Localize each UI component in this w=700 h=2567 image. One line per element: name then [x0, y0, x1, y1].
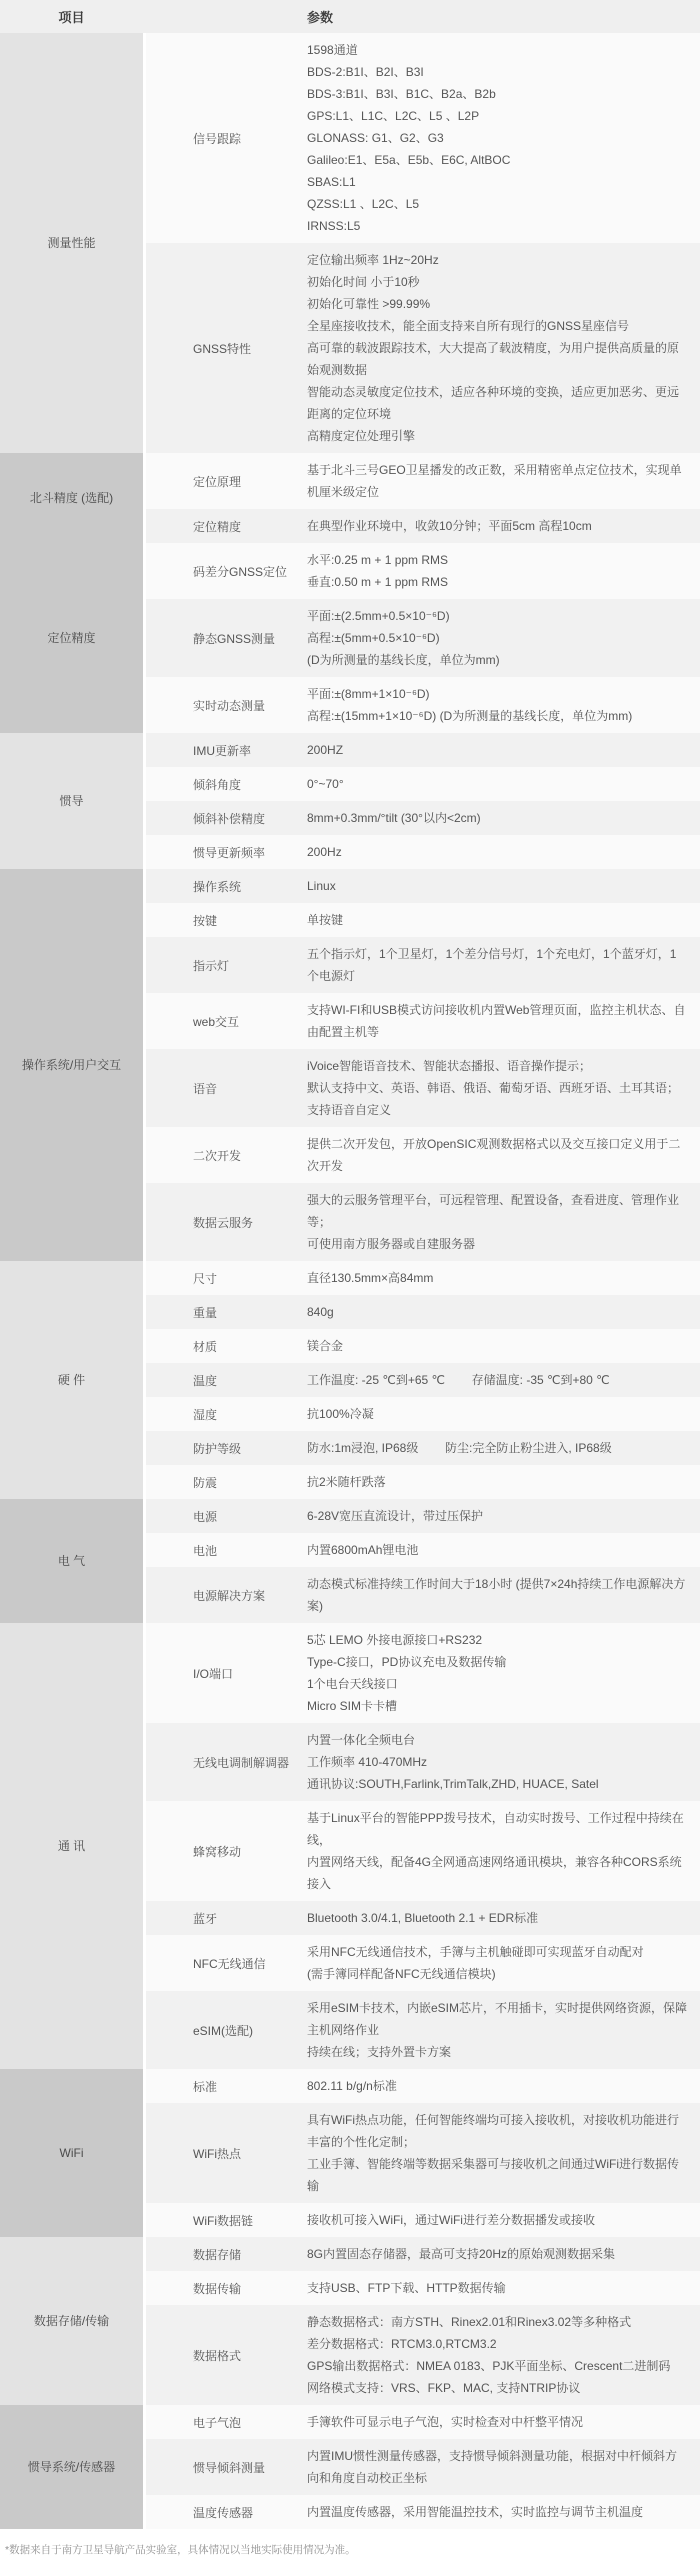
param-value	[307, 453, 700, 509]
category-cell: 北斗精度 (选配)	[0, 453, 143, 543]
spec-section-7	[0, 1499, 700, 1623]
spec-row	[146, 599, 700, 677]
spec-row	[146, 2305, 700, 2405]
param-value-line: 6-28V宽压直流设计，带过压保护	[307, 1509, 484, 1523]
section-rows	[146, 2405, 700, 2529]
spec-row	[146, 677, 700, 733]
param-value	[307, 903, 700, 937]
spec-row	[146, 1127, 700, 1183]
param-value-line: 动态模式标准持续工作时间大于18小时 (提供7×24h持续工作电源解决方案)	[307, 1577, 686, 1613]
spec-row	[146, 1431, 700, 1465]
section-rows	[146, 869, 700, 1261]
spec-table-body	[0, 33, 700, 2529]
spec-row	[146, 937, 700, 993]
param-value-line: 强大的云服务管理平台，可远程管理、配置设备，查看进度、管理作业等；	[307, 1193, 680, 1229]
spec-row	[146, 33, 700, 243]
param-name: web交互	[193, 1014, 240, 1029]
param-value-line: (D为所测量的基线长度，单位为mm)	[307, 653, 500, 667]
param-value-line: 内置6800mAh锂电池	[307, 1543, 419, 1557]
param-value	[307, 33, 700, 243]
param-value	[307, 2069, 700, 2103]
spec-row	[146, 2405, 700, 2439]
param-value	[307, 869, 700, 903]
param-value-line: 直径130.5mm×高84mm	[307, 1271, 434, 1285]
spec-row	[146, 453, 700, 509]
param-name: 温度传感器	[193, 2505, 254, 2520]
param-name: 电源解决方案	[193, 1588, 266, 1603]
spec-row	[146, 1533, 700, 1567]
param-value	[307, 2495, 700, 2529]
param-value-line: GPS输出数据格式：NMEA 0183、PJK平面坐标、Crescent二进制码	[307, 2359, 671, 2373]
param-value-line: BDS-3:B1I、B3I、B1C、B2a、B2b	[307, 87, 496, 101]
param-value	[307, 801, 700, 835]
param-value	[307, 2439, 700, 2495]
section-rows	[146, 1261, 700, 1499]
section-rows	[146, 1499, 700, 1623]
spec-section-8	[0, 1623, 700, 2069]
param-value-line: 840g	[307, 1305, 334, 1319]
spec-row	[146, 2203, 700, 2237]
param-value-line: 通讯协议:SOUTH,Farlink,TrimTalk,ZHD, HUACE, Satel	[307, 1777, 599, 1791]
param-name: 操作系统	[193, 879, 242, 894]
param-value-line: 单按键	[307, 913, 344, 927]
spec-row	[146, 1183, 700, 1261]
spec-row	[146, 2439, 700, 2495]
param-value-line: GPS:L1、L1C、L2C、L5 、L2P	[307, 109, 480, 123]
param-value-line: 200Hz	[307, 845, 342, 859]
param-value-line: GLONASS: G1、G2、G3	[307, 131, 444, 145]
param-value-line: 0°~70°	[307, 777, 344, 791]
spec-section-4	[0, 733, 700, 869]
param-value-line: 水平:0.25 m + 1 ppm RMS	[307, 553, 449, 567]
param-value-line: 定位输出频率 1Hz~20Hz	[307, 253, 439, 267]
param-name: 电池	[193, 1543, 218, 1558]
category-cell: WiFi	[0, 2069, 143, 2237]
spec-section-5	[0, 869, 700, 1261]
param-value-line: 200HZ	[307, 743, 344, 757]
section-rows	[146, 733, 700, 869]
param-value-line: 智能动态灵敏度定位技术，适应各种环境的变换，适应更加恶劣、更远距离的定位环境	[307, 385, 680, 421]
section-rows	[146, 2069, 700, 2237]
param-value-line: 采用NFC无线通信技术，手簿与主机触碰即可实现蓝牙自动配对	[307, 1945, 644, 1959]
param-value-line: 8G内置固态存储器，最高可支持20Hz的原始观测数据采集	[307, 2247, 616, 2261]
spec-row	[146, 993, 700, 1049]
param-value	[307, 1329, 700, 1363]
param-value	[307, 993, 700, 1049]
param-value	[307, 1991, 700, 2069]
spec-row	[146, 1329, 700, 1363]
spec-row	[146, 1295, 700, 1329]
spec-row	[146, 1801, 700, 1901]
param-value-line: Linux	[307, 879, 336, 893]
spec-row	[146, 733, 700, 767]
spec-section-2	[0, 453, 700, 543]
param-value	[307, 1127, 700, 1183]
param-value-line: 基于北斗三号GEO卫星播发的改正数，采用精密单点定位技术，实现单机厘米级定位	[307, 463, 682, 499]
category-cell: 通 讯	[0, 1623, 143, 2069]
category-cell: 定位精度	[0, 543, 143, 733]
param-value-line: 网络模式支持：VRS、FKP、MAC, 支持NTRIP协议	[307, 2381, 581, 2395]
param-value	[307, 1261, 700, 1295]
param-value	[307, 835, 700, 869]
param-value-line: (需手簿同样配备NFC无线通信模块)	[307, 1967, 496, 1981]
param-value	[307, 1533, 700, 1567]
param-value	[307, 1295, 700, 1329]
section-rows	[146, 33, 700, 453]
param-value	[307, 733, 700, 767]
param-name: 倾斜补偿精度	[193, 811, 266, 826]
param-value-line: 支持USB、FTP下载、HTTP数据传输	[307, 2281, 506, 2295]
param-value-line: 初始化可靠性 >99.99%	[307, 297, 431, 311]
param-value-line: SBAS:L1	[307, 175, 356, 189]
spec-row	[146, 243, 700, 453]
param-value-line: 高程:±(15mm+1×10⁻⁶D) (D为所测量的基线长度，单位为mm)	[307, 709, 633, 723]
param-name: 数据格式	[193, 2348, 242, 2363]
param-name: WiFi热点	[193, 2146, 241, 2161]
spec-section-3	[0, 543, 700, 733]
param-name: 数据云服务	[193, 1215, 254, 1230]
param-name: 倾斜角度	[193, 777, 242, 792]
param-value-line: 高程:±(5mm+0.5×10⁻⁶D)	[307, 631, 440, 645]
param-value-line: iVoice智能语音技术、智能状态播报、语音操作提示；	[307, 1059, 592, 1073]
param-value-line: 抗100%冷凝	[307, 1407, 374, 1421]
param-name: 防护等级	[193, 1441, 242, 1456]
param-value-line: 高精度定位处理引擎	[307, 429, 416, 443]
spec-row	[146, 1397, 700, 1431]
param-value-line: 镁合金	[307, 1339, 344, 1353]
param-value-line: BDS-2:B1I、B2I、B3I	[307, 65, 424, 79]
param-name: GNSS特性	[193, 341, 252, 356]
param-value-line: Bluetooth 3.0/4.1, Bluetooth 2.1 + EDR标准	[307, 1911, 539, 1925]
spec-row	[146, 835, 700, 869]
param-value	[307, 2405, 700, 2439]
param-name: 标准	[193, 2079, 218, 2094]
spec-row	[146, 869, 700, 903]
param-value-line: 高可靠的载波跟踪技术，大大提高了载波精度，为用户提供高质量的原始观测数据	[307, 341, 680, 377]
param-name: 惯导倾斜测量	[193, 2460, 266, 2475]
category-cell: 电 气	[0, 1499, 143, 1623]
param-value-line: 具有WiFi热点功能，任何智能终端均可接入接收机，对接收机功能进行丰富的个性化定制；	[307, 2113, 679, 2149]
param-value	[307, 1935, 700, 1991]
param-value-line: 工作温度: -25 ℃到+65 ℃ 存储温度: -35 ℃到+80 ℃	[307, 1373, 610, 1387]
spec-row	[146, 2069, 700, 2103]
section-rows	[146, 543, 700, 733]
param-value-line: 垂直:0.50 m + 1 ppm RMS	[307, 575, 449, 589]
param-name: 温度	[193, 1373, 218, 1388]
param-value	[307, 2305, 700, 2405]
spec-row	[146, 1723, 700, 1801]
param-name: 按键	[193, 913, 218, 928]
param-name: 信号跟踪	[193, 131, 242, 146]
spec-row	[146, 1049, 700, 1127]
spec-row	[146, 2237, 700, 2271]
spec-row	[146, 1991, 700, 2069]
param-value-line: Micro SIM卡卡槽	[307, 1699, 398, 1713]
param-value	[307, 1049, 700, 1127]
param-value-line: 差分数据格式：RTCM3.0,RTCM3.2	[307, 2337, 497, 2351]
param-value-line: 默认支持中文、英语、韩语、俄语、葡萄牙语、西班牙语、土耳其语；支持语音自定义	[307, 1081, 680, 1117]
param-value	[307, 677, 700, 733]
param-value	[307, 509, 700, 543]
section-rows	[146, 453, 700, 543]
spec-row	[146, 1261, 700, 1295]
param-value	[307, 2103, 700, 2203]
param-name: 蜂窝移动	[193, 1844, 242, 1859]
spec-row	[146, 767, 700, 801]
param-value	[307, 2203, 700, 2237]
param-name: 尺寸	[193, 1271, 218, 1286]
param-value-line: 采用eSIM卡技术，内嵌eSIM芯片，不用插卡，实时提供网络资源，保障主机网络作业	[307, 2001, 688, 2037]
param-name: eSIM(选配)	[193, 2023, 254, 2038]
param-name: 数据传输	[193, 2281, 242, 2296]
spec-row	[146, 1567, 700, 1623]
param-value-line: 全星座接收技术，能全面支持来自所有现行的GNSS星座信号	[307, 319, 630, 333]
param-value-line: 可使用南方服务器或自建服务器	[307, 1237, 476, 1251]
param-value-line: 手簿软件可显示电子气泡，实时检查对中杆整平情况	[307, 2415, 584, 2429]
param-value-line: 静态数据格式：南方STH、Rinex2.01和Rinex3.02等多种格式	[307, 2315, 632, 2329]
table-header	[0, 0, 700, 33]
param-value-line: 内置网络天线，配备4G全网通高速网络通讯模块，兼容各种CORS系统接入	[307, 1855, 682, 1891]
param-value	[307, 1801, 700, 1901]
param-name: 实时动态测量	[193, 698, 266, 713]
param-value	[307, 1431, 700, 1465]
category-cell: 数据存储/传输	[0, 2237, 143, 2405]
spec-section-10	[0, 2237, 700, 2405]
param-value-line: 工作频率 410-470MHz	[307, 1755, 428, 1769]
param-value	[307, 2271, 700, 2305]
param-value	[307, 1499, 700, 1533]
param-name: 湿度	[193, 1407, 218, 1422]
spec-row	[146, 1465, 700, 1499]
param-value-line: 5芯 LEMO 外接电源接口+RS232	[307, 1633, 483, 1647]
category-cell: 惯导	[0, 733, 143, 869]
spec-row	[146, 1623, 700, 1723]
param-name: 码差分GNSS定位	[193, 564, 288, 579]
param-value-line: 平面:±(8mm+1×10⁻⁶D)	[307, 687, 430, 701]
param-value	[307, 1723, 700, 1801]
param-value	[307, 1465, 700, 1499]
param-name: 定位精度	[193, 519, 242, 534]
category-cell: 硬 件	[0, 1261, 143, 1499]
param-name: 无线电调制解调器	[193, 1755, 290, 1770]
param-value-line: 工业手簿、智能终端等数据采集器可与接收机之间通过WiFi进行数据传输	[307, 2157, 679, 2193]
footnote: *数据来自于南方卫星导航产品实验室，具体情况以当地实际使用情况为准。	[5, 2544, 356, 2556]
param-value-line: 平面:±(2.5mm+0.5×10⁻⁶D)	[307, 609, 450, 623]
param-value-line: 内置温度传感器，采用智能温控技术，实时监控与调节主机温度	[307, 2505, 644, 2519]
spec-row	[146, 903, 700, 937]
param-value	[307, 1623, 700, 1723]
param-value-line: 防水:1m浸泡, IP68级 防尘:完全防止粉尘进入, IP68级	[307, 1441, 612, 1455]
spec-row	[146, 509, 700, 543]
section-rows	[146, 1623, 700, 2069]
param-name: 语音	[193, 1081, 218, 1096]
param-value-line: 在典型作业环境中，收敛10分钟；平面5cm 高程10cm	[307, 519, 592, 533]
param-value	[307, 543, 700, 599]
param-name: 二次开发	[193, 1148, 242, 1163]
spec-section-6	[0, 1261, 700, 1499]
param-value-line: 8mm+0.3mm/°tilt (30°以内<2cm)	[307, 811, 481, 825]
param-name: IMU更新率	[193, 743, 251, 758]
param-name: 定位原理	[193, 474, 242, 489]
spec-row	[146, 1499, 700, 1533]
param-name: 静态GNSS测量	[193, 631, 276, 646]
spec-section-1	[0, 33, 700, 453]
param-value-line: 提供二次开发包，开放OpenSIC观测数据格式以及交互接口定义用于二次开发	[307, 1137, 681, 1173]
param-value	[307, 2237, 700, 2271]
param-name: 指示灯	[193, 958, 230, 973]
param-name: WiFi数据链	[193, 2213, 253, 2228]
spec-section-11	[0, 2405, 700, 2529]
param-value	[307, 767, 700, 801]
param-name: 数据存储	[193, 2247, 242, 2262]
param-value-line: 基于Linux平台的智能PPP拨号技术，自动实时拨号、工作过程中持续在线，	[307, 1811, 684, 1847]
header-param-column: 参数	[307, 10, 334, 25]
param-value	[307, 1901, 700, 1935]
spec-row	[146, 1935, 700, 1991]
param-value	[307, 243, 700, 453]
param-value-line: 802.11 b/g/n标准	[307, 2079, 397, 2093]
param-value-line: 五个指示灯，1个卫星灯，1个差分信号灯，1个充电灯，1个蓝牙灯，1个电源灯	[307, 947, 677, 983]
spec-row	[146, 2271, 700, 2305]
section-rows	[146, 2237, 700, 2405]
param-value-line: 支持WI-FI和USB模式访问接收机内置Web管理页面，监控主机状态、自由配置主机等	[307, 1003, 686, 1039]
param-value-line: IRNSS:L5	[307, 219, 361, 233]
spec-section-9	[0, 2069, 700, 2237]
param-value-line: 持续在线；支持外置卡方案	[307, 2045, 452, 2059]
param-name: NFC无线通信	[193, 1956, 266, 1971]
param-name: 惯导更新频率	[193, 845, 266, 860]
param-value-line: Galileo:E1、E5a、E5b、E6C, AltBOC	[307, 153, 511, 167]
spec-row	[146, 801, 700, 835]
param-value-line: 内置一体化全频电台	[307, 1733, 416, 1747]
spec-row	[146, 2495, 700, 2529]
param-name: I/O端口	[193, 1666, 234, 1681]
spec-row	[146, 2103, 700, 2203]
category-cell: 测量性能	[0, 33, 143, 453]
param-value-line: 抗2米随杆跌落	[307, 1475, 386, 1489]
param-value-line: 1598通道	[307, 43, 358, 57]
category-cell: 操作系统/用户交互	[0, 869, 143, 1261]
category-cell: 惯导系统/传感器	[0, 2405, 143, 2529]
param-value	[307, 937, 700, 993]
param-value-line: 接收机可接入WiFi，通过WiFi进行差分数据播发或接收	[307, 2213, 595, 2227]
param-name: 防震	[193, 1475, 218, 1490]
spec-row	[146, 1901, 700, 1935]
param-name: 电子气泡	[193, 2415, 242, 2430]
param-value	[307, 1363, 700, 1397]
param-value	[307, 1567, 700, 1623]
param-value-line: 1个电台天线接口	[307, 1677, 398, 1691]
param-name: 电源	[193, 1509, 218, 1524]
header-item-column: 项目	[58, 10, 85, 25]
param-value	[307, 1183, 700, 1261]
param-value-line: Type-C接口，PD协议充电及数据传输	[307, 1655, 507, 1669]
param-name: 材质	[193, 1339, 218, 1354]
spec-row	[146, 543, 700, 599]
param-name: 蓝牙	[193, 1911, 218, 1926]
param-value-line: 初始化时间 小于10秒	[307, 275, 420, 289]
param-value-line: 内置IMU惯性测量传感器，支持惯导倾斜测量功能，根据对中杆倾斜方向和角度自动校正坐标	[307, 2449, 677, 2485]
param-value	[307, 599, 700, 677]
spec-row	[146, 1363, 700, 1397]
param-value	[307, 1397, 700, 1431]
param-name: 重量	[193, 1305, 218, 1320]
param-value-line: QZSS:L1 、L2C、L5	[307, 197, 420, 211]
